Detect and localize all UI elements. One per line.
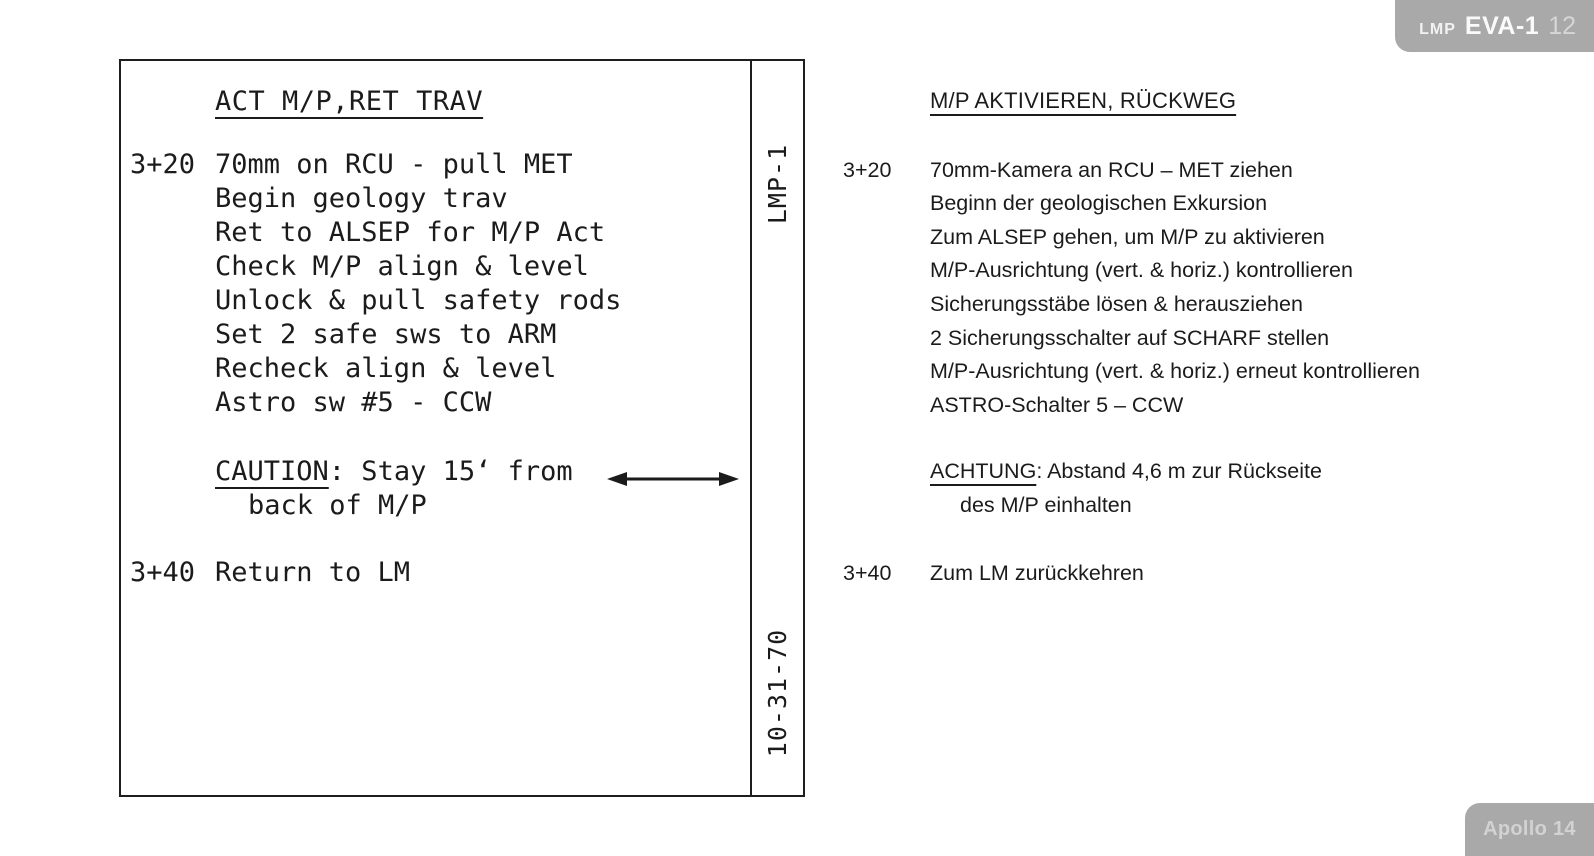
translation-step-row bbox=[843, 389, 1563, 423]
step-time-label: 3+40 bbox=[843, 560, 892, 585]
step-time-label bbox=[130, 318, 215, 352]
step-text: Check M/P align & level bbox=[215, 251, 589, 282]
checklist-step-row bbox=[130, 284, 750, 318]
step-time-label bbox=[843, 221, 930, 255]
double-arrow-icon bbox=[607, 468, 739, 490]
step-text: Return to LM bbox=[215, 557, 411, 588]
checklist-step-row bbox=[130, 216, 750, 250]
checklist-step-row bbox=[130, 250, 750, 284]
step-time-label bbox=[130, 489, 215, 523]
caution-row-continuation bbox=[843, 489, 1563, 523]
step-time-label bbox=[843, 489, 930, 523]
mission-badge bbox=[1465, 803, 1594, 856]
checklist-step-row bbox=[130, 556, 750, 590]
step-text: M/P-Ausrichtung (vert. & horiz.) erneut kontrollieren bbox=[930, 359, 1420, 384]
step-time-label: 3+20 bbox=[130, 149, 196, 180]
page-number: 12 bbox=[1548, 11, 1576, 40]
step-time-label bbox=[843, 322, 930, 356]
caution-text bbox=[930, 455, 1322, 489]
checklist-content bbox=[121, 61, 750, 795]
sidebar-page-label: LMP-1 bbox=[762, 143, 792, 225]
translation-steps bbox=[843, 154, 1563, 591]
crew-role-label: LMP bbox=[1419, 20, 1456, 38]
step-text: Begin geology trav bbox=[215, 183, 508, 214]
checklist-steps bbox=[130, 148, 750, 590]
page-header-badge-text bbox=[1419, 12, 1576, 41]
checklist-step-row bbox=[130, 386, 750, 420]
translation-step-row bbox=[843, 221, 1563, 255]
step-time-label bbox=[130, 250, 215, 284]
translation-column bbox=[843, 84, 1563, 590]
step-text: M/P-Ausrichtung (vert. & horiz.) kontrollieren bbox=[930, 258, 1353, 283]
caution-rest: : Stay 15‘ from bbox=[328, 456, 573, 487]
step-time-label bbox=[843, 187, 930, 221]
translation-step-row bbox=[843, 288, 1563, 322]
checklist-step-row bbox=[130, 182, 750, 216]
step-text: Unlock & pull safety rods bbox=[215, 285, 622, 316]
step-time-label bbox=[843, 288, 930, 322]
checklist-step-row bbox=[130, 148, 750, 182]
step-time-label bbox=[130, 182, 215, 216]
checklist-sidebar bbox=[750, 61, 803, 795]
translation-step-row bbox=[843, 154, 1563, 188]
step-text: Zum ALSEP gehen, um M/P zu aktivieren bbox=[930, 224, 1325, 249]
step-time-label bbox=[130, 216, 215, 250]
step-text: Zum LM zurückkehren bbox=[930, 560, 1144, 585]
caution-row bbox=[843, 455, 1563, 489]
caution-text bbox=[215, 455, 573, 489]
step-time-label: 3+40 bbox=[130, 557, 196, 588]
mission-badge-label: Apollo 14 bbox=[1483, 818, 1576, 840]
caution-row-continuation bbox=[130, 489, 750, 523]
step-time-label bbox=[130, 386, 215, 420]
step-text: 2 Sicherungsschalter auf SCHARF stellen bbox=[930, 325, 1330, 350]
caution-text-line2: des M/P einhalten bbox=[960, 492, 1132, 517]
checklist-step-row bbox=[130, 352, 750, 386]
step-time-label bbox=[130, 352, 215, 386]
translation-step-row bbox=[843, 322, 1563, 356]
translation-step-row bbox=[843, 355, 1563, 389]
step-time-label bbox=[843, 455, 930, 489]
step-time-label bbox=[843, 254, 930, 288]
step-time-label: 3+20 bbox=[843, 157, 892, 182]
translation-step-row bbox=[843, 254, 1563, 288]
step-time-label bbox=[130, 455, 215, 489]
page-header-badge bbox=[1395, 0, 1594, 52]
step-text: Ret to ALSEP for M/P Act bbox=[215, 217, 606, 248]
caution-rest: : Abstand 4,6 m zur Rückseite bbox=[1036, 459, 1322, 484]
step-text: ASTRO-Schalter 5 – CCW bbox=[930, 392, 1184, 417]
caution-label: ACHTUNG bbox=[930, 459, 1037, 484]
sidebar-date-label: 10-31-70 bbox=[762, 628, 792, 758]
step-text: Astro sw #5 - CCW bbox=[215, 387, 492, 418]
step-text: Beginn der geologischen Exkursion bbox=[930, 191, 1268, 216]
translation-title: M/P AKTIVIEREN, RÜCKWEG bbox=[930, 88, 1237, 113]
checklist-title: ACT M/P,RET TRAV bbox=[215, 86, 484, 117]
cuff-checklist-card bbox=[119, 59, 805, 797]
checklist-step-row bbox=[130, 318, 750, 352]
translation-step-row bbox=[843, 557, 1563, 591]
step-text: Recheck align & level bbox=[215, 353, 557, 384]
caution-text-line2: back of M/P bbox=[248, 490, 427, 521]
step-time-label bbox=[843, 389, 930, 423]
step-text: Set 2 safe sws to ARM bbox=[215, 319, 557, 350]
eva-label: EVA-1 bbox=[1464, 11, 1540, 40]
step-text: Sicherungsstäbe lösen & herausziehen bbox=[930, 291, 1303, 316]
translation-step-row bbox=[843, 187, 1563, 221]
caution-label: CAUTION bbox=[215, 456, 329, 487]
step-text: 70mm on RCU - pull MET bbox=[215, 149, 573, 180]
step-time-label bbox=[843, 355, 930, 389]
step-text: 70mm-Kamera an RCU – MET ziehen bbox=[930, 157, 1293, 182]
step-time-label bbox=[130, 284, 215, 318]
